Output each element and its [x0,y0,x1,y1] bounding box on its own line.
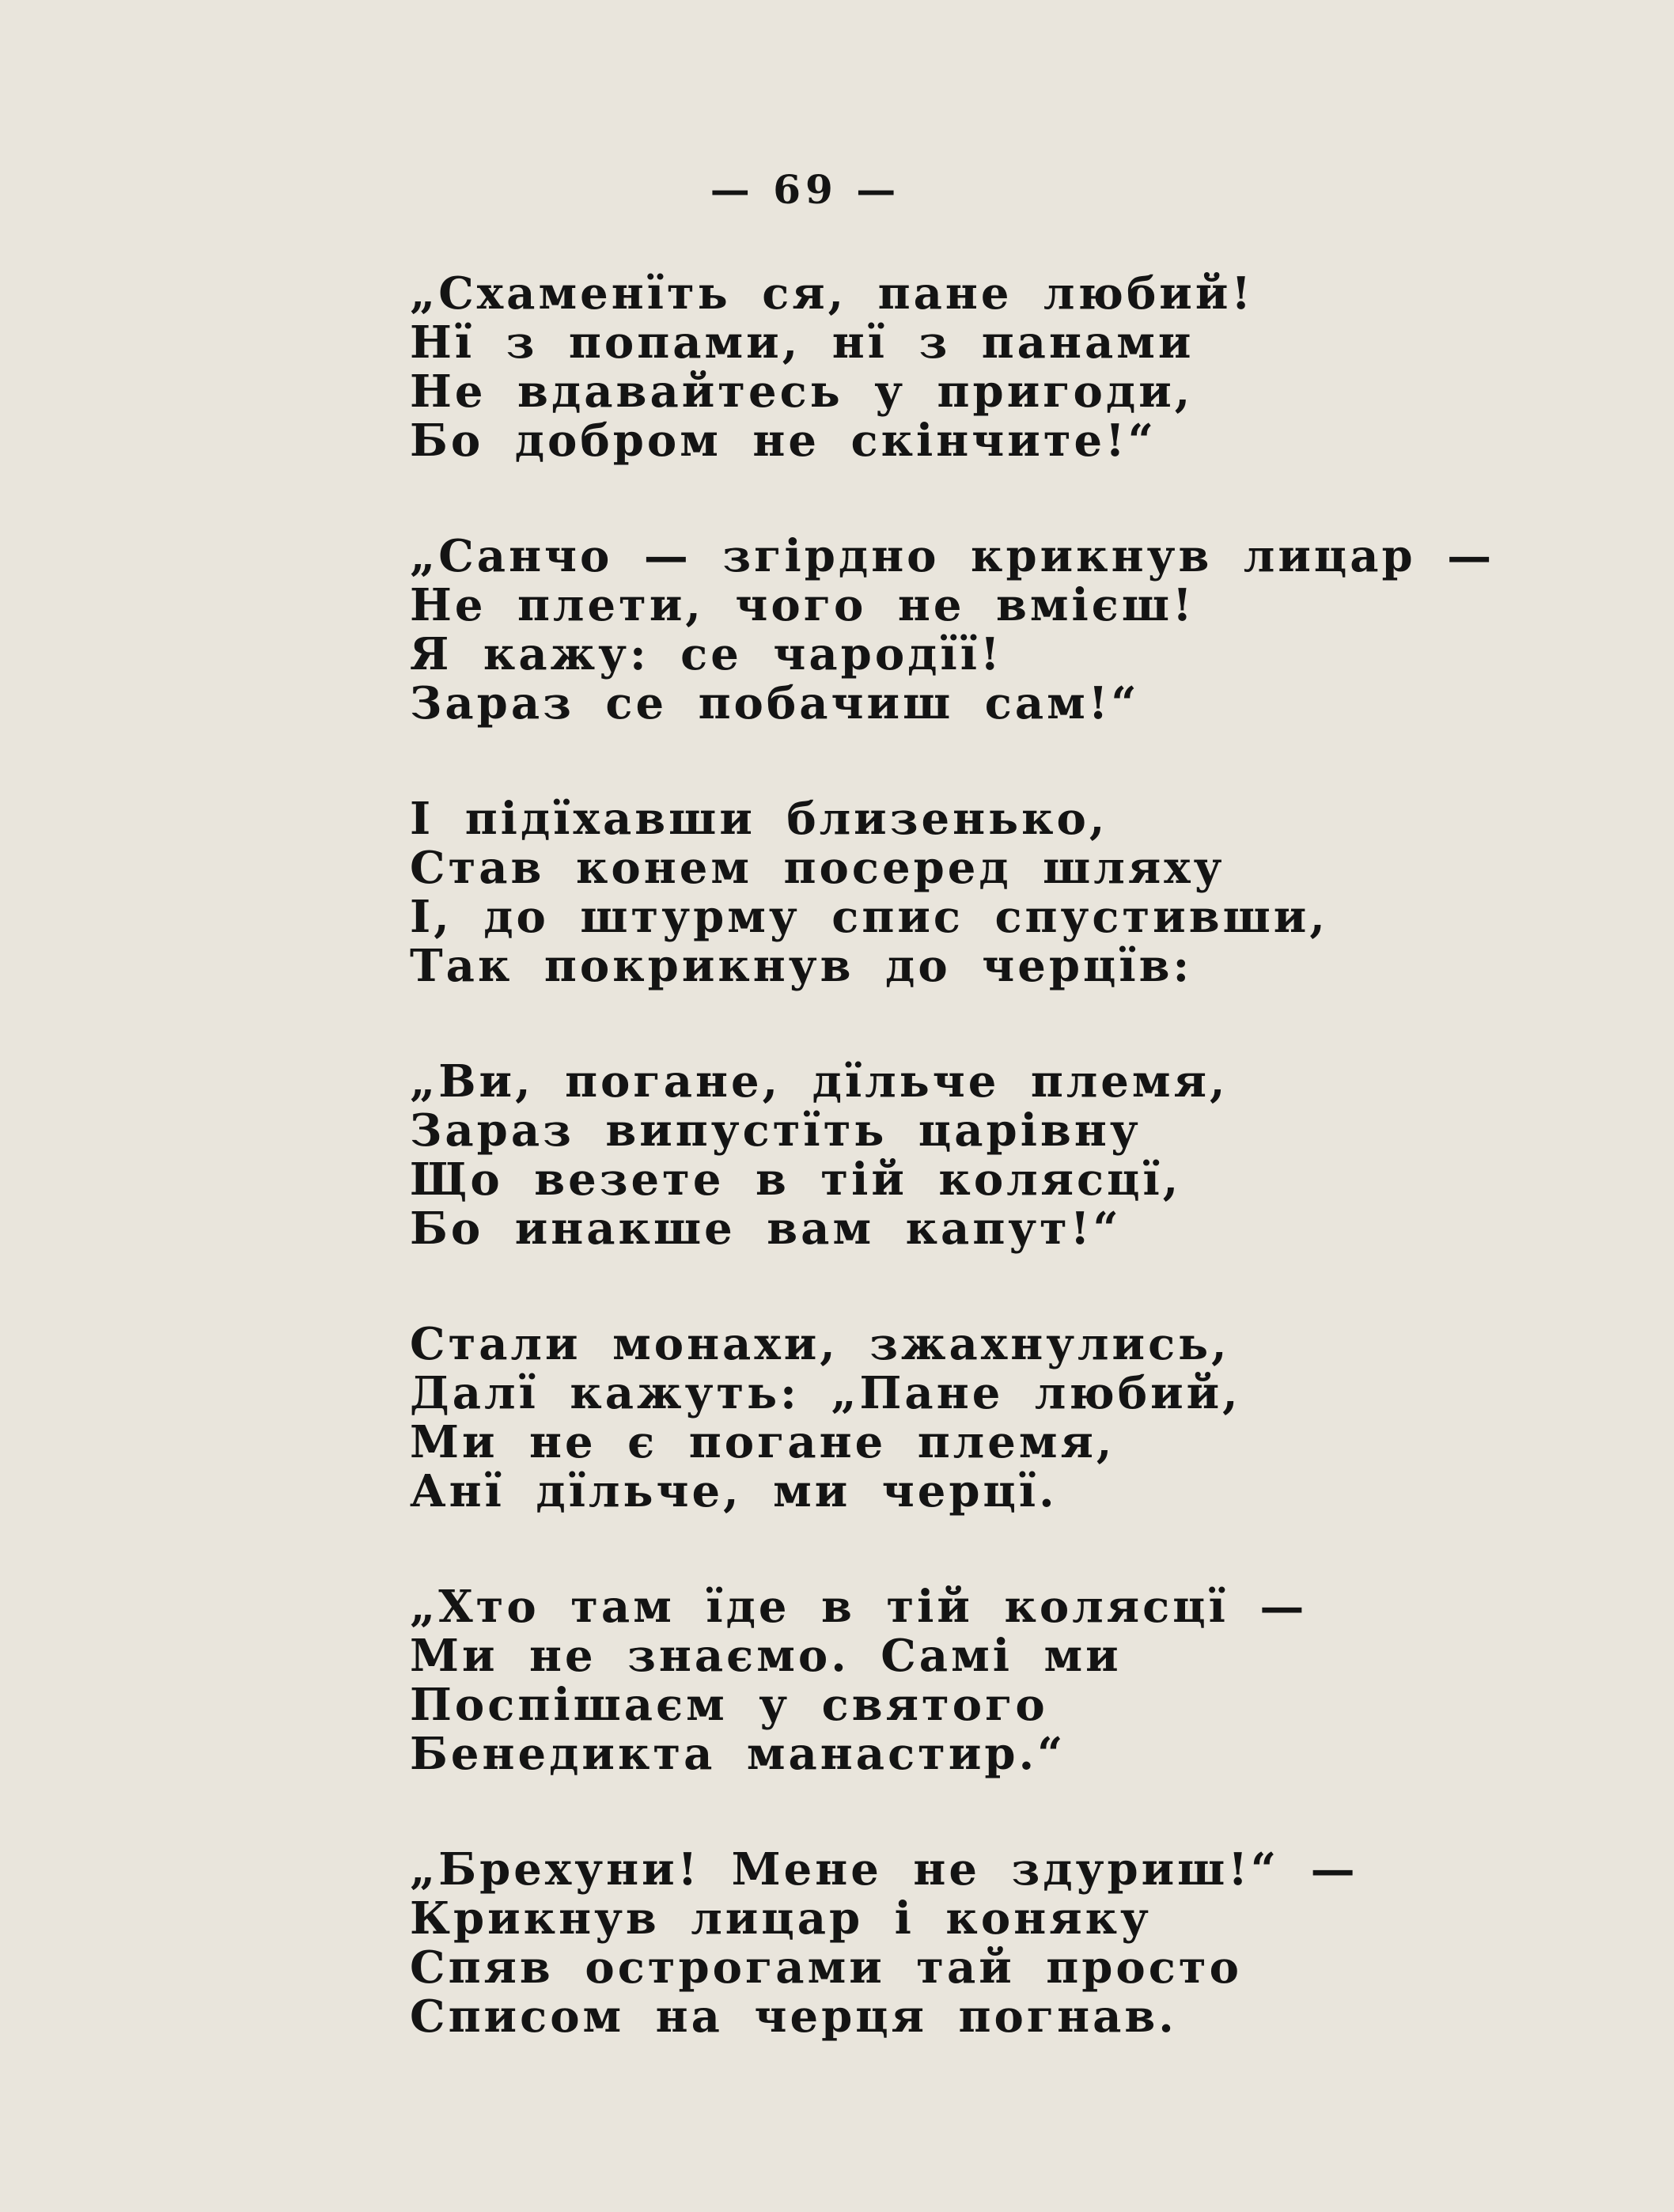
verse-line: Так покрикнув до черцїв: [410,940,1193,992]
stanza [410,1582,1628,1778]
poem-text [410,269,1628,2108]
stanza [410,1320,1628,1516]
verse-line: Бенедикта манастир.“ [410,1728,1066,1780]
verse-line: Не вдавайтесь у пригоди, [410,366,1194,418]
verse-line: „Хто там їде в тій колясцї — [410,1581,1308,1633]
verse-line: „Санчо — згірдно крикнув лицар — [410,530,1495,582]
verse-line: І підїхавши близенько, [410,793,1108,845]
verse-line: Ми не знаємо. Самі ми [410,1630,1122,1682]
verse-line: І, до штурму спис спустивши, [410,891,1328,943]
verse-line: Зараз се побачиш сам!“ [410,677,1140,729]
stanza [410,532,1628,728]
verse-line: Поспішаєм у святого [410,1679,1048,1731]
verse-line: Нї з попами, нї з панами [410,316,1195,369]
verse-line: Що везете в тій колясцї, [410,1153,1182,1206]
verse-line: Спяв острогами тай просто [410,1941,1242,1994]
verse-line: Не плети, чого не вмієш! [410,579,1195,631]
verse-line: Далї кажуть: „Пане любий, [410,1367,1241,1419]
verse-line: Бо инакше вам капут!“ [410,1203,1122,1255]
verse-line: Став конем посеред шляху [410,842,1225,894]
verse-line: Бо добром не скінчите!“ [410,415,1157,467]
stanza [410,1057,1628,1253]
stanza [410,794,1628,990]
verse-line: Я кажу: се чародїї! [410,628,1003,680]
stanza [410,1845,1628,2041]
verse-line: Ми не є погане племя, [410,1416,1115,1468]
verse-line: Стали монахи, зжахнулись, [410,1318,1230,1370]
verse-line: Зараз випустїть царівну [410,1104,1142,1157]
verse-line: Крикнув лицар і коняку [410,1892,1152,1945]
page-number: — 69 — [710,166,901,213]
stanza [410,269,1628,465]
verse-line: „Схаменїть ся, пане любий! [410,267,1254,320]
verse-line: „Ви, погане, дїльче племя, [410,1055,1229,1108]
verse-line: Списом на черця погнав. [410,1990,1177,2043]
verse-line: Анї дїльче, ми черцї. [410,1465,1058,1517]
verse-line: „Брехуни! Мене не здуриш!“ — [410,1843,1358,1896]
